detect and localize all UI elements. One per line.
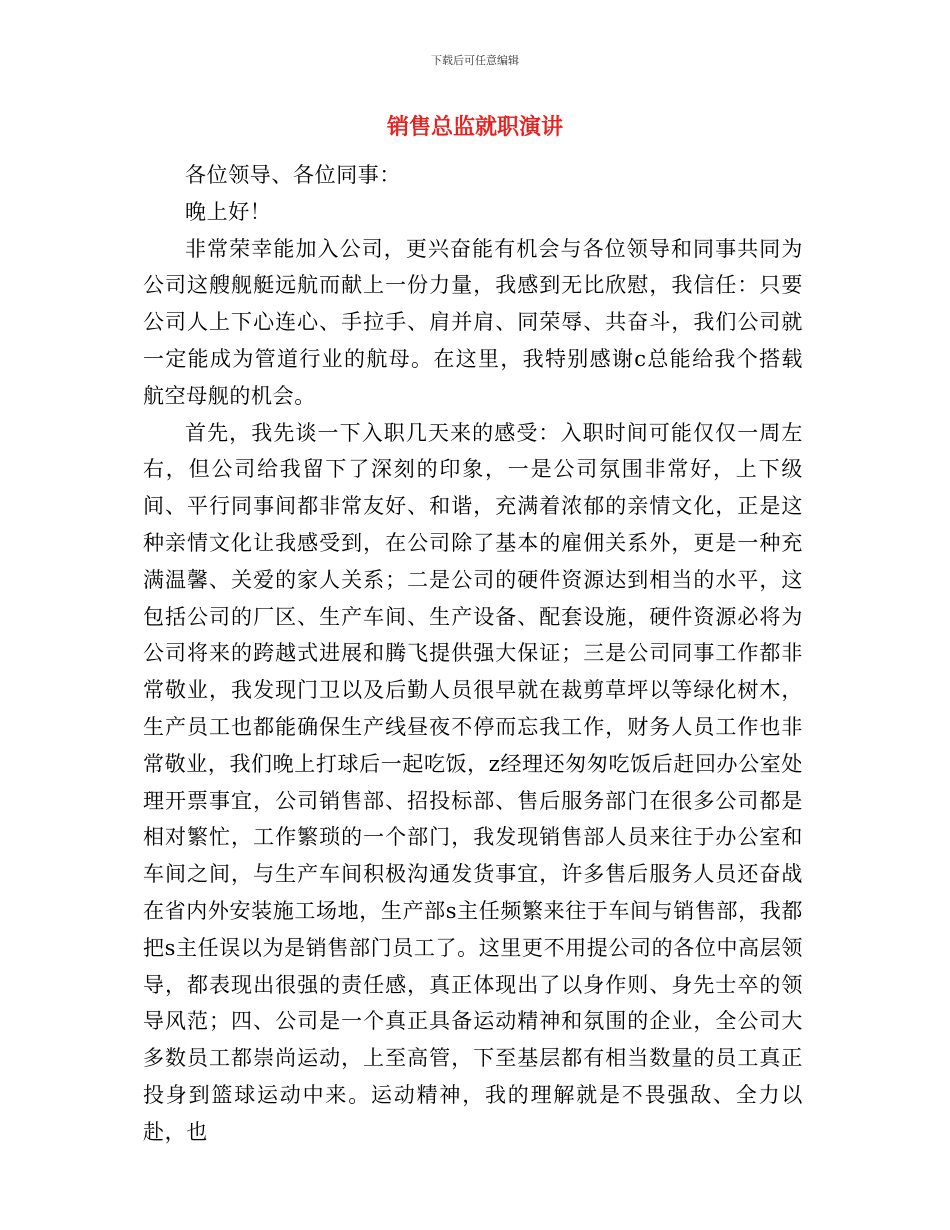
header-note: 下载后可任意编辑	[431, 54, 519, 67]
body-paragraph: 非常荣幸能加入公司，更兴奋能有机会与各位领导和同事共同为公司这艘舰艇远航而献上一份力量，我感到无比欣慰，我信任：只要公司人上下心连心、手拉手、肩并肩、同荣辱、共奋斗，我们公司就一定能成为管道行业的航母。在这里，我特别感谢c总能给我个搭载航空母舰的机会。	[143, 236, 803, 408]
greeting: 晚上好！	[185, 199, 272, 224]
document-title: 销售总监就职演讲	[386, 115, 563, 140]
body-paragraph: 首先，我先谈一下入职几天来的感受：入职时间可能仅仅一周左右，但公司给我留下了深刻的印象，一是公司氛围非常好，上下级间、平行同事间都非常友好、和谐，充满着浓郁的亲情文化，正是这种亲情文化让我感受到，在公司除了基本的雇佣关系外，更是一种充满温馨、关爱的家人关系；二是公司的硬件资源达到相当的水平，这包括公司的厂区、生产车间、生产设备、配套设施，硬件资源必将为公司将来的跨越式进展和腾飞提供强大保证；三是公司同事工作都非常敬业，我发现门卫以及后勤人员很早就在裁剪草坪以等绿化树木，生产员工也都能确保生产线昼夜不停而忘我工作，财务人员工作也非常敬业，我们晚上打球后一起吃饭，z经理还匆匆吃饭后赶回办公室处理开票事宜，公司销售部、招投标部、售后服务部门在很多公司都是相对繁忙，工作繁琐的一个部门，我发现销售部人员来往于办公室和车间之间，与生产车间积极沟通发货事宜，许多售后服务人员还奋战在省内外安装施工场地，生产部s主任频繁来往于车间与销售部，我都把s主任误以为是销售部门员工了。这里更不用提公司的各位中高层领导，都表现出很强的责任感，真正体现出了以身作则、身先士卒的领导风范；四、公司是一个真正具备运动精神和氛围的企业，全公司大多数员工都崇尚运动，上至高管，下至基层都有相当数量的员工真正投身到篮球运动中来。运动精神，我的理解就是不畏强敌、全力以赴，也	[143, 420, 803, 1144]
salutation: 各位领导、各位同事：	[185, 163, 401, 187]
document-body	[143, 157, 803, 1151]
